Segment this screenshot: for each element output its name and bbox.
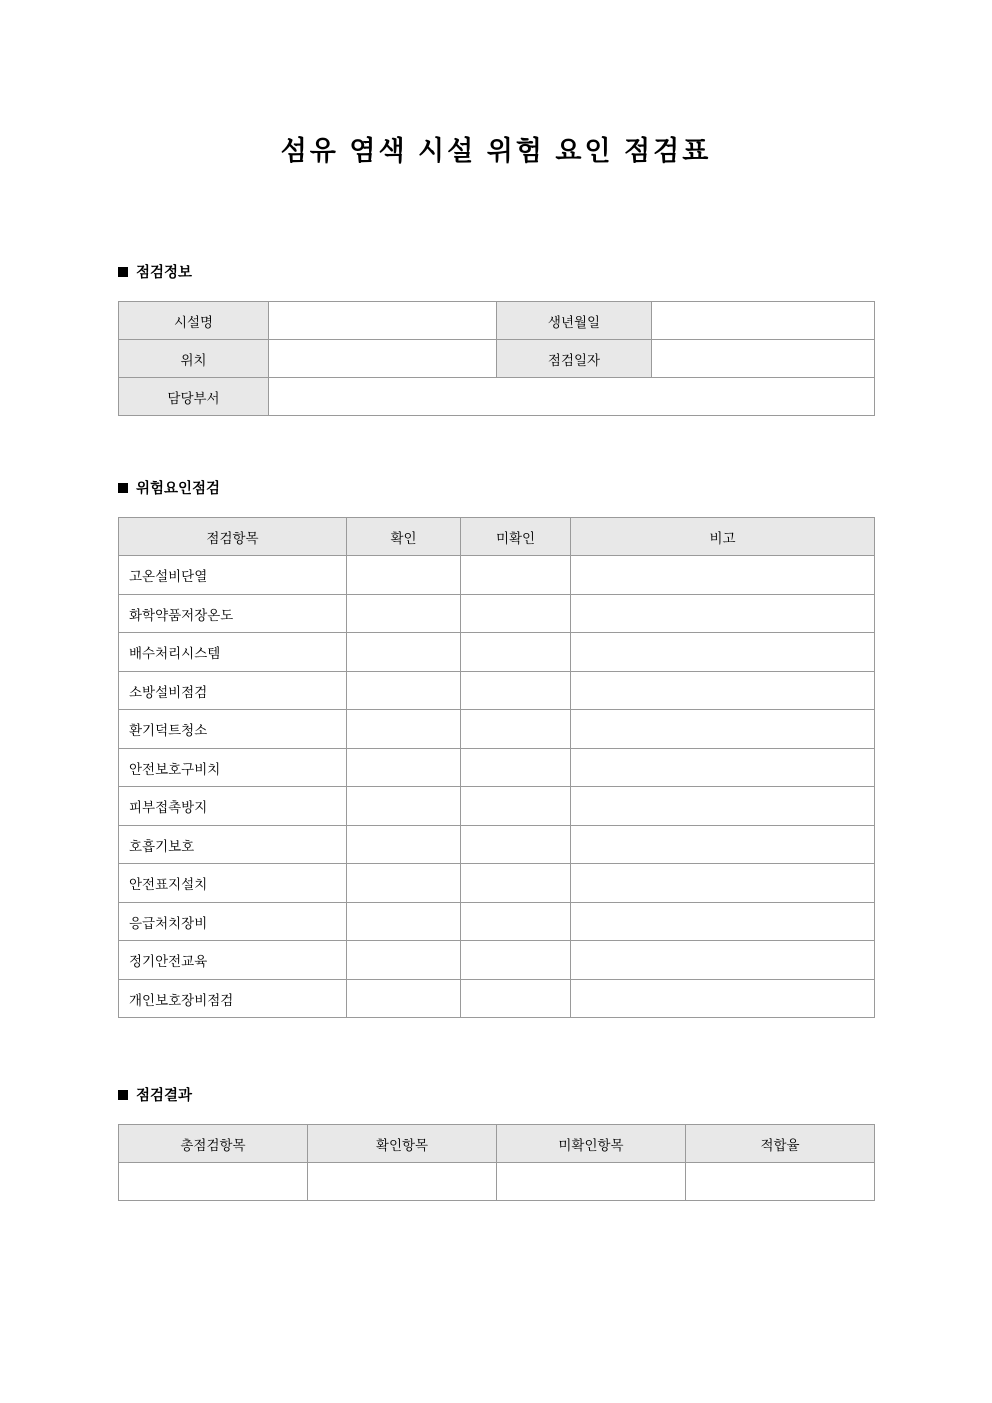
table-row — [119, 633, 875, 672]
hazard-unchecked-cell[interactable] — [461, 787, 571, 826]
hazard-note-cell[interactable] — [571, 902, 875, 941]
facility-name-value[interactable] — [269, 302, 497, 340]
table-header-row — [119, 518, 875, 556]
hazard-checked-cell[interactable] — [347, 556, 461, 595]
hazard-item-label: 피부접촉방지 — [119, 787, 347, 826]
department-value[interactable] — [269, 378, 875, 416]
hazard-checked-cell[interactable] — [347, 671, 461, 710]
hazard-unchecked-cell[interactable] — [461, 748, 571, 787]
hazard-checked-cell[interactable] — [347, 864, 461, 903]
table-row — [119, 864, 875, 903]
hazard-item-label: 정기안전교육 — [119, 941, 347, 980]
hazard-checked-cell[interactable] — [347, 748, 461, 787]
hazard-unchecked-cell[interactable] — [461, 633, 571, 672]
inspection-date-value[interactable] — [652, 340, 875, 378]
col-header-unchecked-items: 미확인항목 — [497, 1125, 686, 1163]
col-header-checked-items: 확인항목 — [308, 1125, 497, 1163]
department-label: 담당부서 — [119, 378, 269, 416]
result-table — [118, 1124, 875, 1201]
hazard-item-label: 화학약품저장온도 — [119, 594, 347, 633]
hazard-note-cell[interactable] — [571, 671, 875, 710]
hazard-item-label: 응급처치장비 — [119, 902, 347, 941]
table-row — [119, 902, 875, 941]
table-row — [119, 748, 875, 787]
table-row — [119, 671, 875, 710]
hazard-unchecked-cell[interactable] — [461, 594, 571, 633]
table-row — [119, 378, 875, 416]
hazard-note-cell[interactable] — [571, 825, 875, 864]
hazard-checked-cell[interactable] — [347, 979, 461, 1018]
birthdate-label: 생년월일 — [497, 302, 652, 340]
table-row — [119, 594, 875, 633]
square-bullet-icon — [118, 267, 128, 277]
hazard-checked-cell[interactable] — [347, 594, 461, 633]
table-header-row — [119, 1125, 875, 1163]
hazard-unchecked-cell[interactable] — [461, 941, 571, 980]
hazard-unchecked-cell[interactable] — [461, 671, 571, 710]
square-bullet-icon — [118, 483, 128, 493]
table-row — [119, 825, 875, 864]
birthdate-value[interactable] — [652, 302, 875, 340]
col-header-unchecked: 미확인 — [461, 518, 571, 556]
hazard-item-label: 개인보호장비점검 — [119, 979, 347, 1018]
hazard-unchecked-cell[interactable] — [461, 710, 571, 749]
hazard-unchecked-cell[interactable] — [461, 864, 571, 903]
table-row — [119, 710, 875, 749]
col-header-checked: 확인 — [347, 518, 461, 556]
square-bullet-icon — [118, 1090, 128, 1100]
location-value[interactable] — [269, 340, 497, 378]
hazard-note-cell[interactable] — [571, 748, 875, 787]
col-header-item: 점검항목 — [119, 518, 347, 556]
hazard-item-label: 환기덕트청소 — [119, 710, 347, 749]
section-heading-info — [118, 261, 874, 282]
hazard-note-cell[interactable] — [571, 941, 875, 980]
table-row — [119, 340, 875, 378]
hazard-check-table — [118, 517, 875, 1018]
hazard-checked-cell[interactable] — [347, 941, 461, 980]
hazard-checked-cell[interactable] — [347, 633, 461, 672]
hazard-note-cell[interactable] — [571, 979, 875, 1018]
hazard-checked-cell[interactable] — [347, 710, 461, 749]
hazard-note-cell[interactable] — [571, 864, 875, 903]
page-title: 섬유 염색 시설 위험 요인 점검표 — [280, 136, 712, 166]
hazard-item-label: 호흡기보호 — [119, 825, 347, 864]
result-checked-value[interactable] — [308, 1163, 497, 1201]
hazard-unchecked-cell[interactable] — [461, 902, 571, 941]
col-header-note: 비고 — [571, 518, 875, 556]
table-row — [119, 941, 875, 980]
hazard-note-cell[interactable] — [571, 556, 875, 595]
result-unchecked-value[interactable] — [497, 1163, 686, 1201]
hazard-item-label: 배수처리시스템 — [119, 633, 347, 672]
result-total-value[interactable] — [119, 1163, 308, 1201]
facility-name-label: 시설명 — [119, 302, 269, 340]
hazard-item-label: 안전보호구비치 — [119, 748, 347, 787]
table-row — [119, 979, 875, 1018]
result-rate-value[interactable] — [686, 1163, 875, 1201]
section-heading-info-label: 점검정보 — [136, 265, 193, 282]
hazard-unchecked-cell[interactable] — [461, 979, 571, 1018]
col-header-total-items: 총점검항목 — [119, 1125, 308, 1163]
col-header-conformity-rate: 적합율 — [686, 1125, 875, 1163]
hazard-unchecked-cell[interactable] — [461, 556, 571, 595]
section-heading-hazard-label: 위험요인점검 — [136, 481, 221, 498]
section-heading-result-label: 점검결과 — [136, 1088, 193, 1105]
hazard-checked-cell[interactable] — [347, 902, 461, 941]
section-heading-hazard — [118, 477, 874, 498]
inspection-date-label: 점검일자 — [497, 340, 652, 378]
section-heading-result — [118, 1084, 874, 1105]
hazard-item-label: 소방설비점검 — [119, 671, 347, 710]
hazard-note-cell[interactable] — [571, 633, 875, 672]
table-row — [119, 1163, 875, 1201]
inspection-info-table — [118, 301, 875, 416]
hazard-check-rows — [119, 556, 875, 1018]
hazard-checked-cell[interactable] — [347, 825, 461, 864]
hazard-item-label: 안전표지설치 — [119, 864, 347, 903]
table-row — [119, 787, 875, 826]
table-row — [119, 556, 875, 595]
hazard-unchecked-cell[interactable] — [461, 825, 571, 864]
hazard-checked-cell[interactable] — [347, 787, 461, 826]
hazard-note-cell[interactable] — [571, 594, 875, 633]
hazard-note-cell[interactable] — [571, 787, 875, 826]
hazard-note-cell[interactable] — [571, 710, 875, 749]
location-label: 위치 — [119, 340, 269, 378]
table-row — [119, 302, 875, 340]
hazard-item-label: 고온설비단열 — [119, 556, 347, 595]
